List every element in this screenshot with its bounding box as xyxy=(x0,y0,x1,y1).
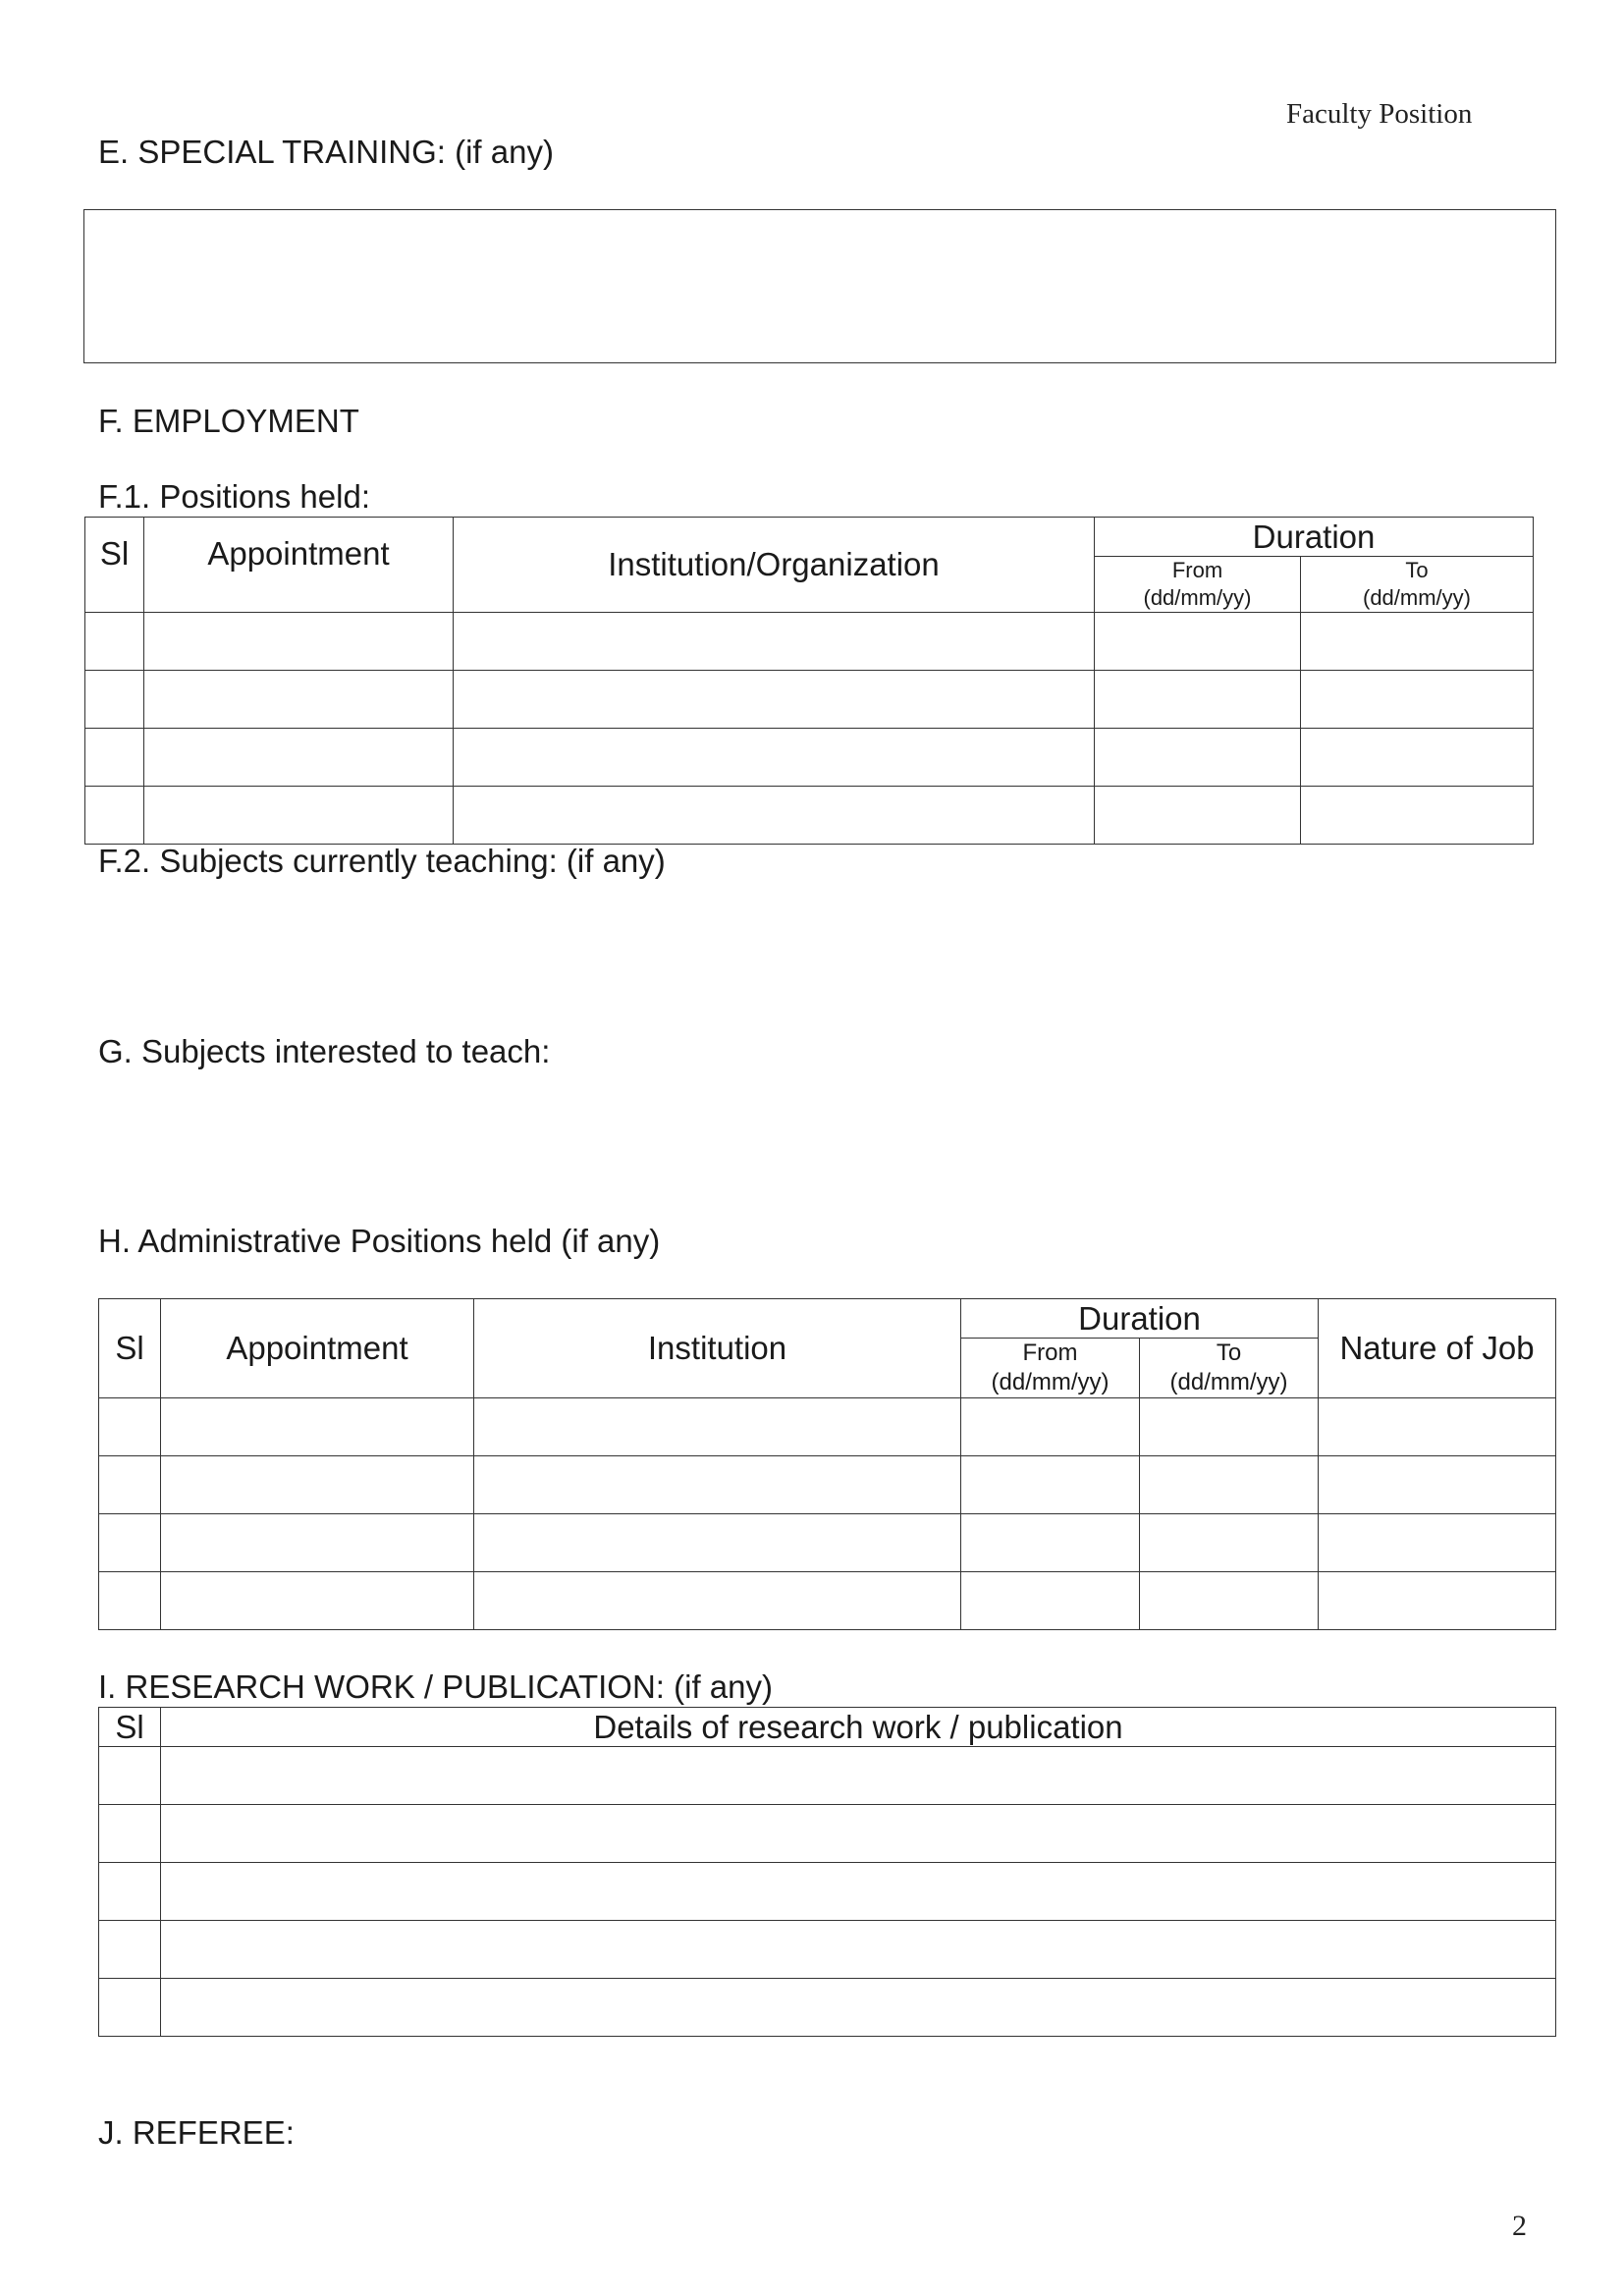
col-header-institution: Institution/Organization xyxy=(454,518,1095,613)
table-row xyxy=(99,1805,1556,1863)
special-training-field[interactable] xyxy=(83,209,1556,363)
appointment-cell[interactable] xyxy=(144,787,454,845)
nature-cell[interactable] xyxy=(1319,1572,1556,1630)
institution-cell[interactable] xyxy=(454,671,1095,729)
sl-cell[interactable] xyxy=(99,1456,161,1514)
table-row xyxy=(99,1863,1556,1921)
from-cell[interactable] xyxy=(1095,671,1301,729)
details-cell[interactable] xyxy=(161,1805,1556,1863)
institution-cell[interactable] xyxy=(474,1398,961,1456)
sl-cell[interactable] xyxy=(99,1398,161,1456)
col-header-from xyxy=(961,1339,1140,1398)
section-i-title: I. RESEARCH WORK / PUBLICATION: (if any) xyxy=(98,1668,773,1705)
nature-cell[interactable] xyxy=(1319,1514,1556,1572)
col-header-duration: Duration xyxy=(961,1299,1319,1339)
from-cell[interactable] xyxy=(1095,613,1301,671)
section-f-title: F. EMPLOYMENT xyxy=(98,403,359,439)
to-cell[interactable] xyxy=(1301,787,1534,845)
page-header-label: Faculty Position xyxy=(1286,98,1473,130)
institution-cell[interactable] xyxy=(474,1514,961,1572)
col-header-appointment: Appointment xyxy=(144,518,454,613)
table-row xyxy=(99,1456,1556,1514)
table-row xyxy=(99,1514,1556,1572)
appointment-cell[interactable] xyxy=(144,613,454,671)
appointment-cell[interactable] xyxy=(161,1514,474,1572)
date-format-label: (dd/mm/yy) xyxy=(1143,585,1252,610)
col-header-appointment: Appointment xyxy=(161,1299,474,1398)
sl-cell[interactable] xyxy=(99,1921,161,1979)
institution-cell[interactable] xyxy=(454,787,1095,845)
table-row xyxy=(99,1747,1556,1805)
to-label: To xyxy=(1216,1339,1242,1366)
table-row xyxy=(85,671,1534,729)
section-g-title: G. Subjects interested to teach: xyxy=(98,1033,551,1069)
to-cell[interactable] xyxy=(1140,1514,1319,1572)
appointment-cell[interactable] xyxy=(161,1398,474,1456)
sl-cell[interactable] xyxy=(99,1863,161,1921)
date-format-label: (dd/mm/yy) xyxy=(1363,585,1471,610)
institution-cell[interactable] xyxy=(454,613,1095,671)
details-cell[interactable] xyxy=(161,1747,1556,1805)
appointment-cell[interactable] xyxy=(144,671,454,729)
section-e-title: E. SPECIAL TRAINING: (if any) xyxy=(98,134,554,170)
institution-cell[interactable] xyxy=(454,729,1095,787)
sl-cell[interactable] xyxy=(85,787,144,845)
table-row xyxy=(99,1398,1556,1456)
col-header-from xyxy=(1095,557,1301,613)
details-cell[interactable] xyxy=(161,1979,1556,2037)
from-cell[interactable] xyxy=(961,1514,1140,1572)
section-f2-title: F.2. Subjects currently teaching: (if any) xyxy=(98,843,666,879)
to-label: To xyxy=(1405,558,1429,582)
to-cell[interactable] xyxy=(1301,729,1534,787)
appointment-cell[interactable] xyxy=(144,729,454,787)
col-header-sl: Sl xyxy=(85,518,144,613)
from-label: From xyxy=(1022,1339,1078,1366)
col-header-sl: Sl xyxy=(99,1708,161,1747)
from-label: From xyxy=(1171,558,1223,582)
col-header-duration: Duration xyxy=(1095,518,1534,557)
sl-cell[interactable] xyxy=(85,613,144,671)
from-cell[interactable] xyxy=(1095,729,1301,787)
administrative-positions-table xyxy=(98,1298,1556,1630)
sl-cell[interactable] xyxy=(99,1514,161,1572)
table-row xyxy=(99,1921,1556,1979)
to-cell[interactable] xyxy=(1301,671,1534,729)
sl-cell[interactable] xyxy=(99,1979,161,2037)
institution-cell[interactable] xyxy=(474,1456,961,1514)
sl-cell[interactable] xyxy=(85,671,144,729)
section-f1-title: F.1. Positions held: xyxy=(98,478,370,515)
to-cell[interactable] xyxy=(1140,1398,1319,1456)
institution-cell[interactable] xyxy=(474,1572,961,1630)
research-work-table xyxy=(98,1707,1556,2037)
sl-cell[interactable] xyxy=(85,729,144,787)
table-row xyxy=(99,1979,1556,2037)
appointment-cell[interactable] xyxy=(161,1572,474,1630)
col-header-sl: Sl xyxy=(99,1299,161,1398)
col-header-institution: Institution xyxy=(474,1299,961,1398)
to-cell[interactable] xyxy=(1140,1572,1319,1630)
nature-cell[interactable] xyxy=(1319,1398,1556,1456)
table-row xyxy=(85,729,1534,787)
sl-cell[interactable] xyxy=(99,1747,161,1805)
table-row xyxy=(85,787,1534,845)
table-row xyxy=(85,613,1534,671)
from-cell[interactable] xyxy=(961,1456,1140,1514)
to-cell[interactable] xyxy=(1140,1456,1319,1514)
date-format-label: (dd/mm/yy) xyxy=(1169,1369,1288,1395)
page-number: 2 xyxy=(1512,2210,1527,2242)
positions-held-table xyxy=(84,517,1534,845)
to-cell[interactable] xyxy=(1301,613,1534,671)
from-cell[interactable] xyxy=(961,1572,1140,1630)
sl-cell[interactable] xyxy=(99,1572,161,1630)
from-cell[interactable] xyxy=(1095,787,1301,845)
col-header-to xyxy=(1301,557,1534,613)
col-header-to xyxy=(1140,1339,1319,1398)
from-cell[interactable] xyxy=(961,1398,1140,1456)
appointment-cell[interactable] xyxy=(161,1456,474,1514)
nature-cell[interactable] xyxy=(1319,1456,1556,1514)
section-j-title: J. REFEREE: xyxy=(98,2114,295,2151)
col-header-details: Details of research work / publication xyxy=(161,1708,1556,1747)
sl-cell[interactable] xyxy=(99,1805,161,1863)
date-format-label: (dd/mm/yy) xyxy=(991,1369,1110,1395)
table-row xyxy=(99,1572,1556,1630)
details-cell[interactable] xyxy=(161,1863,1556,1921)
section-h-title: H. Administrative Positions held (if any) xyxy=(98,1223,661,1259)
col-header-nature-of-job: Nature of Job xyxy=(1319,1299,1556,1398)
details-cell[interactable] xyxy=(161,1921,1556,1979)
